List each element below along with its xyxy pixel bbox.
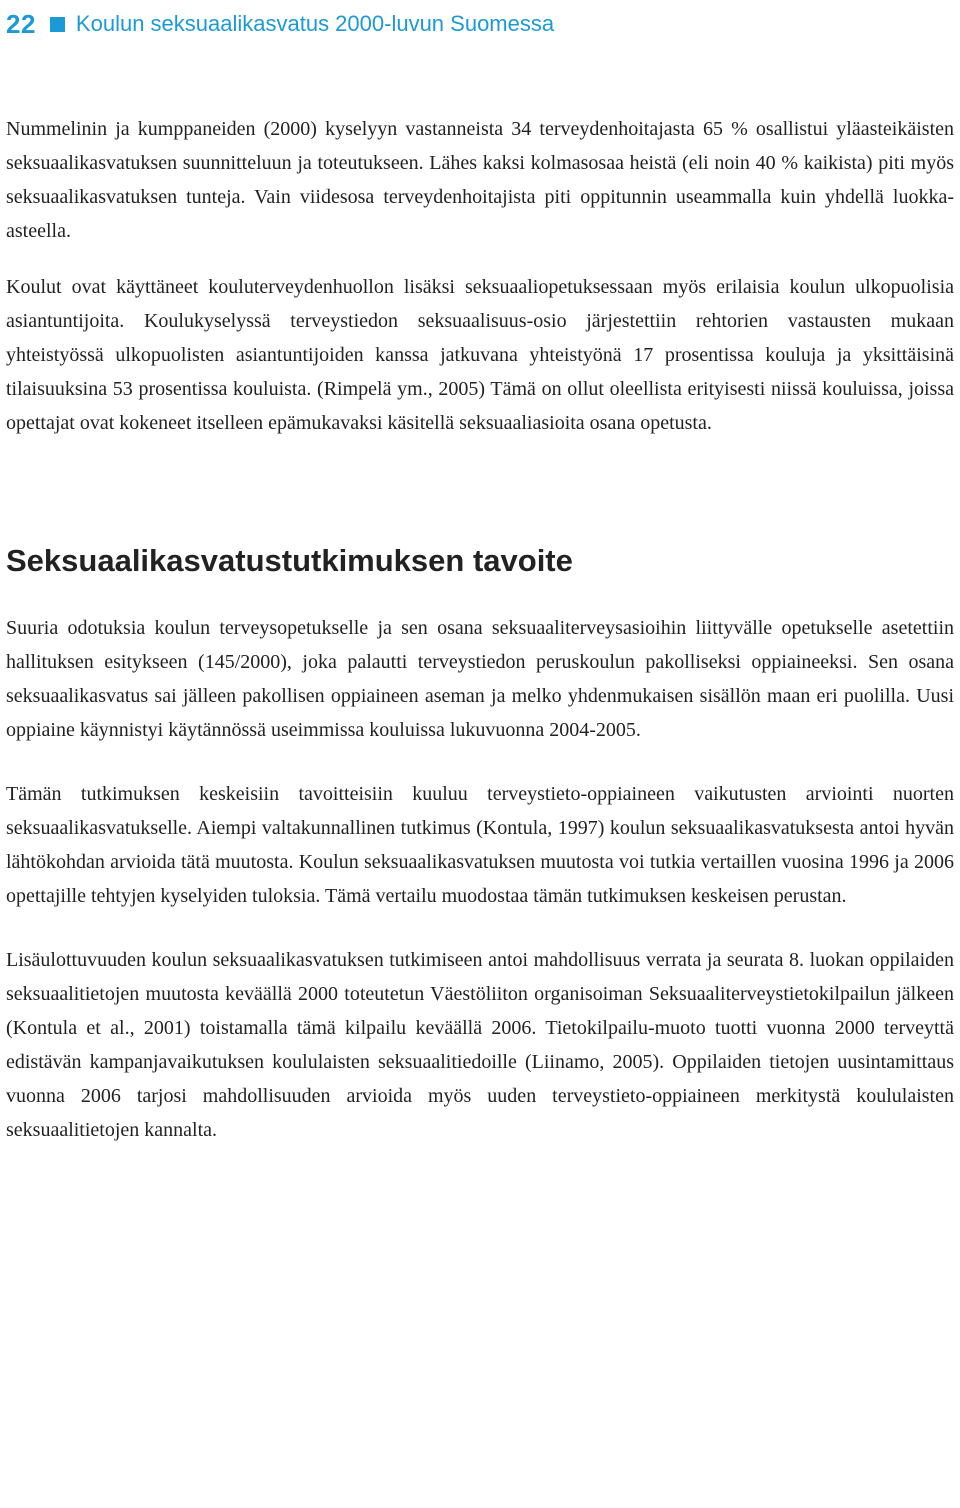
header-square-icon — [50, 17, 65, 32]
body-text — [6, 112, 954, 1147]
section-heading: Seksuaalikasvatustutkimuksen tavoite — [6, 543, 573, 578]
paragraph-intro-1: Nummelinin ja kumppaneiden (2000) kyselyyn vastanneista 34 terveydenhoitajasta 65 % osallistui yläasteikäisten seksuaalikasvatuksen suunnitteluun ja toteutukseen. Lähes kaksi kolmasosaa heistä (eli noin 40 % kaikista) piti myös seksuaalikasvatuksen tunteja. Vain viidesosa terveydenhoitajista piti oppitunnin useammalla kuin yhdellä luokka-asteella. — [6, 118, 954, 242]
running-title: Koulun seksuaalikasvatus 2000-luvun Suomessa — [75, 11, 555, 36]
section-paragraph-1: Suuria odotuksia koulun terveysopetukselle ja sen osana seksuaaliterveysasioihin liittyvälle opetukselle asetettiin hallituksen esitykseen (145/2000), joka palautti terveystiedon peruskoulun pakolliseksi oppiaineeksi. Sen osana seksuaalikasvatus sai jälleen pakollisen oppiaineen aseman ja melko yhdenmukaisen sisällön maan eri puolilla. Uusi oppiaine käynnistyi käytännössä useimmissa kouluissa lukuvuonna 2004-2005. — [6, 617, 954, 741]
page-number: 22 — [6, 8, 36, 39]
section-paragraph-2: Tämän tutkimuksen keskeisiin tavoitteisiin kuuluu terveystieto-oppiaineen vaikutusten arviointi nuorten seksuaalikasvatukselle. Aiempi valtakunnallinen tutkimus (Kontula, 1997) koulun seksuaalikasvatuksesta antoi hyvän lähtökohdan arvioida tätä muutosta. Koulun seksuaalikasvatuksen muutosta voi tutkia vertaillen vuosina 1996 ja 2006 opettajille tehtyjen kyselyiden tuloksia. Tämä vertailu muodostaa tämän tutkimuksen keskeisen perustan. — [6, 783, 954, 907]
paragraph-intro-2: Koulut ovat käyttäneet kouluterveydenhuollon lisäksi seksuaaliopetuksessaan myös erilaisia koulun ulkopuolisia asiantuntijoita. Koulukyselyssä terveystiedon seksuaalisuus-osio järjestettiin rehtorien vastausten mukaan yhteistyössä ulkopuolisten asiantuntijoiden kanssa jatkuvana yhteistyönä 17 prosentissa kouluja ja yksittäisinä tilaisuuksina 53 prosentissa kouluista. (Rimpelä ym., 2005) Tämä on ollut oleellista erityisesti niissä kouluissa, joissa opettajat ovat kokeneet itselleen epämukavaksi käsitellä seksuaaliasioita osana opetusta. — [6, 276, 954, 434]
running-header — [6, 6, 554, 42]
section-paragraph-3: Lisäulottuvuuden koulun seksuaalikasvatuksen tutkimiseen antoi mahdollisuus verrata ja seurata 8. luokan oppilaiden seksuaalitietojen muutosta keväällä 2000 toteutetun Väestöliiton organisoiman Seksuaaliterveystietokilpailun jälkeen (Kontula et al., 2001) toistamalla tämä kilpailu keväällä 2006. Tietokilpailu-muoto tuotti vuonna 2000 terveyttä edistävän kampanjavaikutuksen koululaisten seksuaalitiedoille (Liinamo, 2005). Oppilaiden tietojen uusintamittaus vuonna 2006 tarjosi mahdollisuuden arvioida myös uuden terveystieto-oppiaineen merkitystä koululaisten seksuaalitietojen kannalta. — [6, 949, 954, 1141]
